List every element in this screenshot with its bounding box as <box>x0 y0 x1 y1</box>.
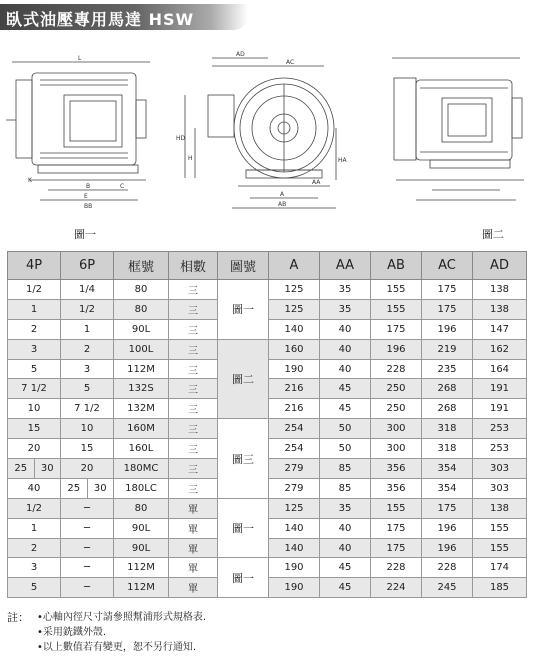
cell-A: 190 <box>269 359 320 379</box>
col-header: AD <box>473 252 527 280</box>
cell-AA: 35 <box>320 299 371 319</box>
cell-AA: 35 <box>320 498 371 518</box>
cell-AD: 138 <box>473 299 527 319</box>
cell-6p: 7 1/2 <box>61 399 114 419</box>
page-header-bar <box>0 4 248 30</box>
cell-4p-b: 30 <box>34 459 61 478</box>
col-header: 4P <box>8 252 61 280</box>
cell-A: 140 <box>269 518 320 538</box>
cell-A: 254 <box>269 439 320 459</box>
cell-6p: 15 <box>61 439 114 459</box>
col-header: 6P <box>61 252 114 280</box>
cell-AD: 162 <box>473 339 527 359</box>
cell-AA: 50 <box>320 419 371 439</box>
cell-AB: 175 <box>371 319 422 339</box>
cell-frame: 80 <box>114 299 169 319</box>
cell-figure-ref: 圖一 <box>218 498 269 558</box>
cell-phase: 三 <box>169 280 218 300</box>
dim-label-A: A <box>280 191 285 198</box>
cell-4p: 1/2 <box>8 498 61 518</box>
col-header: 相數 <box>169 252 218 280</box>
cell-AB: 250 <box>371 379 422 399</box>
cell-4p: 5 <box>8 359 61 379</box>
cell-4p: 5 <box>8 578 61 598</box>
col-header: AC <box>422 252 473 280</box>
cell-AA: 85 <box>320 459 371 479</box>
table-row <box>8 558 527 578</box>
cell-4p: 1/2 <box>8 280 61 300</box>
motor-spec-table <box>7 251 527 598</box>
cell-frame: 90L <box>114 319 169 339</box>
cell-frame: 160L <box>114 439 169 459</box>
cell-AA: 45 <box>320 578 371 598</box>
cell-4p: 2 <box>8 319 61 339</box>
table-row <box>8 419 527 439</box>
cell-6p-split <box>61 478 114 498</box>
cell-AD: 138 <box>473 280 527 300</box>
cell-frame: 112M <box>114 558 169 578</box>
footnotes <box>7 610 206 655</box>
cell-AD: 138 <box>473 498 527 518</box>
cell-4p: 40 <box>8 478 61 498</box>
cell-AC: 228 <box>422 558 473 578</box>
notes-lead: 註： <box>7 611 29 624</box>
cell-AD: 253 <box>473 419 527 439</box>
cell-AC: 318 <box>422 439 473 459</box>
cell-AC: 235 <box>422 359 473 379</box>
cell-AB: 356 <box>371 478 422 498</box>
col-header: A <box>269 252 320 280</box>
cell-frame: 112M <box>114 578 169 598</box>
cell-AD: 185 <box>473 578 527 598</box>
cell-4p: 1 <box>8 518 61 538</box>
cell-AC: 268 <box>422 379 473 399</box>
figure-1-caption: 圖一 <box>74 228 96 241</box>
dim-label-H: H <box>188 155 193 162</box>
col-header: AB <box>371 252 422 280</box>
dim-label-BB: BB <box>84 203 93 210</box>
cell-AC: 318 <box>422 419 473 439</box>
table-row <box>8 339 527 359</box>
cell-frame: 90L <box>114 538 169 558</box>
motor-dimension-drawings <box>0 40 533 240</box>
cell-6p: ─ <box>61 518 114 538</box>
dim-label-AC: AC <box>286 59 295 66</box>
cell-6p-b: 30 <box>87 479 114 498</box>
cell-phase: 三 <box>169 399 218 419</box>
cell-4p: 3 <box>8 558 61 578</box>
cell-AD: 147 <box>473 319 527 339</box>
cell-frame: 132S <box>114 379 169 399</box>
cell-phase: 三 <box>169 379 218 399</box>
cell-A: 140 <box>269 538 320 558</box>
cell-AA: 40 <box>320 319 371 339</box>
cell-AB: 155 <box>371 498 422 518</box>
cell-AC: 245 <box>422 578 473 598</box>
cell-4p-a: 25 <box>14 462 28 474</box>
cell-phase: 單 <box>169 558 218 578</box>
note-item: •采用銑鐵外殼. <box>37 627 107 638</box>
cell-AB: 250 <box>371 399 422 419</box>
cell-6p-a: 25 <box>67 482 81 494</box>
cell-AD: 253 <box>473 439 527 459</box>
cell-frame: 100L <box>114 339 169 359</box>
cell-frame: 160M <box>114 419 169 439</box>
cell-AC: 196 <box>422 518 473 538</box>
dim-label-L: L <box>78 55 82 62</box>
cell-A: 125 <box>269 299 320 319</box>
figure-2-caption: 圖二 <box>482 228 504 241</box>
page-title: 臥式油壓專用馬達 HSW <box>6 10 195 29</box>
col-header: 框號 <box>114 252 169 280</box>
cell-AA: 85 <box>320 478 371 498</box>
cell-AA: 40 <box>320 339 371 359</box>
cell-AB: 356 <box>371 459 422 479</box>
table-row <box>8 498 527 518</box>
cell-6p: 3 <box>61 359 114 379</box>
cell-AD: 174 <box>473 558 527 578</box>
cell-phase: 單 <box>169 538 218 558</box>
cell-AC: 175 <box>422 280 473 300</box>
cell-AC: 175 <box>422 299 473 319</box>
cell-6p: 5 <box>61 379 114 399</box>
cell-frame: 180MC <box>114 459 169 479</box>
cell-A: 190 <box>269 578 320 598</box>
dim-label-AB: AB <box>278 201 287 208</box>
cell-AD: 164 <box>473 359 527 379</box>
cell-AC: 175 <box>422 498 473 518</box>
col-header: 圖號 <box>218 252 269 280</box>
cell-AD: 191 <box>473 399 527 419</box>
cell-AA: 50 <box>320 439 371 459</box>
cell-AD: 191 <box>473 379 527 399</box>
dim-label-AD: AD <box>236 51 245 58</box>
cell-AC: 219 <box>422 339 473 359</box>
cell-4p: 3 <box>8 339 61 359</box>
dim-label-HA: HA <box>338 157 347 164</box>
cell-AA: 40 <box>320 359 371 379</box>
note-item: •心軸內徑尺寸請參照幫浦形式規格表. <box>37 612 207 623</box>
cell-4p-split <box>8 459 61 479</box>
cell-frame: 80 <box>114 280 169 300</box>
cell-figure-ref: 圖三 <box>218 419 269 499</box>
cell-6p: 1/2 <box>61 299 114 319</box>
cell-frame: 90L <box>114 518 169 538</box>
cell-6p: ─ <box>61 498 114 518</box>
cell-6p: ─ <box>61 558 114 578</box>
cell-4p: 1 <box>8 299 61 319</box>
cell-frame: 80 <box>114 498 169 518</box>
cell-A: 216 <box>269 399 320 419</box>
cell-phase: 單 <box>169 578 218 598</box>
dimension-drawing-svg <box>0 40 533 240</box>
cell-AA: 40 <box>320 518 371 538</box>
cell-AB: 196 <box>371 339 422 359</box>
cell-phase: 單 <box>169 498 218 518</box>
cell-4p: 15 <box>8 419 61 439</box>
cell-AA: 40 <box>320 538 371 558</box>
table-header-row <box>8 252 527 280</box>
dim-label-K: K <box>28 177 32 184</box>
cell-A: 254 <box>269 419 320 439</box>
cell-6p: 2 <box>61 339 114 359</box>
cell-AA: 45 <box>320 399 371 419</box>
cell-4p: 10 <box>8 399 61 419</box>
cell-AC: 268 <box>422 399 473 419</box>
cell-phase: 三 <box>169 439 218 459</box>
cell-frame: 132M <box>114 399 169 419</box>
cell-phase: 單 <box>169 518 218 538</box>
cell-AC: 196 <box>422 319 473 339</box>
cell-AA: 45 <box>320 558 371 578</box>
cell-A: 125 <box>269 498 320 518</box>
cell-AD: 303 <box>473 459 527 479</box>
cell-figure-ref: 圖一 <box>218 558 269 598</box>
cell-AA: 35 <box>320 280 371 300</box>
cell-phase: 三 <box>169 478 218 498</box>
dim-label-HD: HD <box>176 135 186 142</box>
note-item: •以上數值若有變更，恕不另行通知. <box>37 642 197 653</box>
cell-A: 279 <box>269 478 320 498</box>
cell-figure-ref: 圖一 <box>218 280 269 340</box>
cell-AD: 155 <box>473 538 527 558</box>
cell-frame: 112M <box>114 359 169 379</box>
cell-AA: 45 <box>320 379 371 399</box>
table-row <box>8 280 527 300</box>
dim-label-B: B <box>86 183 91 190</box>
cell-AC: 354 <box>422 478 473 498</box>
cell-AB: 300 <box>371 419 422 439</box>
cell-AB: 175 <box>371 518 422 538</box>
cell-6p: 10 <box>61 419 114 439</box>
cell-4p: 7 1/2 <box>8 379 61 399</box>
cell-AB: 155 <box>371 280 422 300</box>
cell-6p: 1/4 <box>61 280 114 300</box>
cell-AD: 303 <box>473 478 527 498</box>
cell-A: 216 <box>269 379 320 399</box>
cell-A: 279 <box>269 459 320 479</box>
cell-phase: 三 <box>169 459 218 479</box>
cell-6p: 1 <box>61 319 114 339</box>
cell-AC: 354 <box>422 459 473 479</box>
cell-A: 190 <box>269 558 320 578</box>
cell-AB: 224 <box>371 578 422 598</box>
cell-frame: 180LC <box>114 478 169 498</box>
cell-AB: 228 <box>371 558 422 578</box>
cell-AB: 300 <box>371 439 422 459</box>
cell-A: 140 <box>269 319 320 339</box>
cell-AC: 196 <box>422 538 473 558</box>
cell-AD: 155 <box>473 518 527 538</box>
cell-4p: 20 <box>8 439 61 459</box>
cell-phase: 三 <box>169 339 218 359</box>
cell-figure-ref: 圖二 <box>218 339 269 419</box>
cell-6p: ─ <box>61 538 114 558</box>
cell-AB: 155 <box>371 299 422 319</box>
cell-6p: ─ <box>61 578 114 598</box>
cell-phase: 三 <box>169 319 218 339</box>
cell-phase: 三 <box>169 299 218 319</box>
cell-phase: 三 <box>169 359 218 379</box>
dim-label-E: E <box>84 193 88 200</box>
cell-AB: 175 <box>371 538 422 558</box>
cell-A: 160 <box>269 339 320 359</box>
dim-label-AA: AA <box>312 179 321 186</box>
col-header: AA <box>320 252 371 280</box>
cell-A: 125 <box>269 280 320 300</box>
cell-AB: 228 <box>371 359 422 379</box>
dim-label-C: C <box>120 183 125 190</box>
cell-6p: 20 <box>61 459 114 479</box>
cell-4p: 2 <box>8 538 61 558</box>
notes-list <box>7 610 206 655</box>
cell-phase: 三 <box>169 419 218 439</box>
